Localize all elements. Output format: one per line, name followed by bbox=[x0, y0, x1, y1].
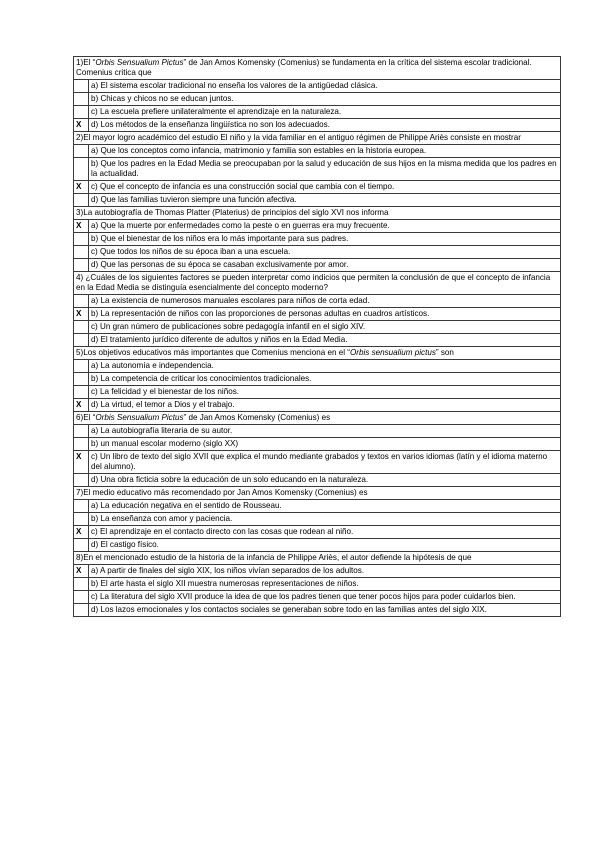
question-text-part: 8)En el mencionado estudio de la historia de la infancia de Philippe Ariès, el autor defiende la hipótesis de que bbox=[76, 553, 472, 562]
question-text-part: ” de Jan Amos Komensky (Comenius) es bbox=[183, 413, 331, 422]
option-text: d) Que las personas de su época se casaban exclusivamente por amor. bbox=[89, 259, 561, 272]
question-text-part: 1)El “ bbox=[76, 58, 96, 67]
option-row-5b bbox=[74, 373, 561, 386]
answer-mark bbox=[74, 474, 89, 487]
option-row-1a bbox=[74, 80, 561, 93]
option-text: a) La autobiografía literaria de su autor. bbox=[89, 425, 561, 438]
answer-mark bbox=[74, 106, 89, 119]
option-text: b) La enseñanza con amor y paciencia. bbox=[89, 513, 561, 526]
question-text bbox=[74, 347, 561, 360]
option-row-2c bbox=[74, 181, 561, 194]
question-text-part: ” son bbox=[435, 348, 454, 357]
option-text: d) El castigo físico. bbox=[89, 539, 561, 552]
option-row-7b bbox=[74, 513, 561, 526]
question-row-5 bbox=[74, 347, 561, 360]
question-row-2 bbox=[74, 132, 561, 145]
answer-mark bbox=[74, 158, 89, 181]
option-row-6b bbox=[74, 438, 561, 451]
option-text: b) La competencia de criticar los conocimientos tradicionales. bbox=[89, 373, 561, 386]
option-text: d) Los lazos emocionales y los contactos sociales se generaban sobre todo en las familias antes del siglo XIX. bbox=[89, 604, 561, 617]
option-row-6c bbox=[74, 451, 561, 474]
question-row-4 bbox=[74, 272, 561, 295]
option-row-4c bbox=[74, 321, 561, 334]
answer-mark bbox=[74, 386, 89, 399]
option-row-2a bbox=[74, 145, 561, 158]
option-row-8c bbox=[74, 591, 561, 604]
question-text-part: 6)El “ bbox=[76, 413, 96, 422]
answer-mark bbox=[74, 591, 89, 604]
option-row-8b bbox=[74, 578, 561, 591]
option-text: c) Que todos los niños de su época iban a una escuela. bbox=[89, 246, 561, 259]
option-row-3d bbox=[74, 259, 561, 272]
option-text: b) El arte hasta el siglo XII muestra numerosas representaciones de niños. bbox=[89, 578, 561, 591]
question-text bbox=[74, 552, 561, 565]
option-text: a) Que los conceptos como infancia, matrimonio y familia son estables en la historia europea. bbox=[89, 145, 561, 158]
option-row-1d bbox=[74, 119, 561, 132]
option-text: d) Una obra ficticia sobre la educación de un solo educando en la naturaleza. bbox=[89, 474, 561, 487]
answer-mark bbox=[74, 295, 89, 308]
answer-mark bbox=[74, 500, 89, 513]
option-text: a) A partir de finales del siglo XIX, los niños vivían separados de los adultos. bbox=[89, 565, 561, 578]
answer-mark bbox=[74, 373, 89, 386]
answer-mark bbox=[74, 80, 89, 93]
option-row-3a bbox=[74, 220, 561, 233]
option-row-3c bbox=[74, 246, 561, 259]
option-text: b) Que los padres en la Edad Media se preocupaban por la salud y educación de sus hijos en la misma medida que los padres en la actualidad. bbox=[89, 158, 561, 181]
answer-mark: X bbox=[74, 565, 89, 578]
option-row-5d bbox=[74, 399, 561, 412]
answer-mark: X bbox=[74, 181, 89, 194]
option-text: c) El aprendizaje en el contacto directo con las cosas que rodean al niño. bbox=[89, 526, 561, 539]
option-row-2d bbox=[74, 194, 561, 207]
question-title-italic: Orbis Sensualium Pictus bbox=[95, 413, 184, 422]
question-text-part: 2)El mayor logro académico del estudio El niño y la vida familiar en el antiguo régimen de Philippe Ariès consiste en mostrar bbox=[76, 133, 521, 142]
question-row-6 bbox=[74, 412, 561, 425]
question-row-8 bbox=[74, 552, 561, 565]
answer-mark bbox=[74, 334, 89, 347]
option-text: b) La representación de niños con las proporciones de personas adultas en cuadros artísticos. bbox=[89, 308, 561, 321]
option-text: a) La educación negativa en el sentido de Rousseau. bbox=[89, 500, 561, 513]
answer-mark bbox=[74, 233, 89, 246]
question-row-1 bbox=[74, 57, 561, 80]
option-text: a) La autonomía e independencia. bbox=[89, 360, 561, 373]
question-text bbox=[74, 57, 561, 80]
question-text-part: 3)La autobiografía de Thomas Platter (Platerius) de principios del siglo XVI nos informa bbox=[76, 208, 389, 217]
question-text-part: 5)Los objetivos educativos más importantes que Comenius menciona en el “ bbox=[76, 348, 350, 357]
question-text bbox=[74, 487, 561, 500]
option-row-5c bbox=[74, 386, 561, 399]
answer-mark bbox=[74, 93, 89, 106]
quiz-table bbox=[73, 56, 561, 617]
question-text-part: 4) ¿Cuáles de los siguientes factores se pueden interpretar como indicios que permiten la conclusión de que el concepto de infancia en la Edad Media se distinguía esencialmente del concepto moderno? bbox=[76, 273, 551, 292]
answer-mark bbox=[74, 604, 89, 617]
question-title-italic: Orbis sensualium pictus bbox=[349, 348, 436, 357]
answer-mark bbox=[74, 539, 89, 552]
option-row-1b bbox=[74, 93, 561, 106]
option-text: d) Que las familias tuvieron siempre una función afectiva. bbox=[89, 194, 561, 207]
answer-mark bbox=[74, 360, 89, 373]
option-row-7a bbox=[74, 500, 561, 513]
option-text: d) La virtud, el temor a Dios y el trabajo. bbox=[89, 399, 561, 412]
option-text: b) un manual escolar moderno (siglo XX) bbox=[89, 438, 561, 451]
answer-mark: X bbox=[74, 119, 89, 132]
option-text: c) La literatura del siglo XVII produce la idea de que los padres tienen que tener pocos hijos para poder cuidarlos bien. bbox=[89, 591, 561, 604]
option-row-6d bbox=[74, 474, 561, 487]
option-text: d) Los métodos de la enseñanza lingüística no son los adecuados. bbox=[89, 119, 561, 132]
answer-mark bbox=[74, 578, 89, 591]
answer-mark: X bbox=[74, 399, 89, 412]
option-text: b) Que el bienestar de los niños era lo más importante para sus padres. bbox=[89, 233, 561, 246]
answer-mark bbox=[74, 194, 89, 207]
question-text bbox=[74, 412, 561, 425]
option-row-4a bbox=[74, 295, 561, 308]
question-row-3 bbox=[74, 207, 561, 220]
option-text: c) Que el concepto de infancia es una construcción social que cambia con el tiempo. bbox=[89, 181, 561, 194]
answer-mark: X bbox=[74, 526, 89, 539]
answer-mark bbox=[74, 259, 89, 272]
option-row-6a bbox=[74, 425, 561, 438]
option-text: c) Un libro de texto del siglo XVII que explica el mundo mediante grabados y textos en varios idiomas (latín y el idioma materno del alumno). bbox=[89, 451, 561, 474]
answer-mark bbox=[74, 246, 89, 259]
question-text bbox=[74, 207, 561, 220]
answer-mark: X bbox=[74, 220, 89, 233]
option-text: c) Un gran número de publicaciones sobre pedagogía infantil en el siglo XIV. bbox=[89, 321, 561, 334]
option-row-1c bbox=[74, 106, 561, 119]
question-text bbox=[74, 272, 561, 295]
answer-mark bbox=[74, 513, 89, 526]
question-text bbox=[74, 132, 561, 145]
question-title-italic: Orbis Sensualium Pictus bbox=[95, 58, 184, 67]
option-row-2b bbox=[74, 158, 561, 181]
question-row-7 bbox=[74, 487, 561, 500]
option-row-7d bbox=[74, 539, 561, 552]
option-row-4b bbox=[74, 308, 561, 321]
answer-mark: X bbox=[74, 308, 89, 321]
option-text: a) El sistema escolar tradicional no enseña los valores de la antigüedad clásica. bbox=[89, 80, 561, 93]
option-row-4d bbox=[74, 334, 561, 347]
option-text: a) La existencia de numerosos manuales escolares para niños de corta edad. bbox=[89, 295, 561, 308]
question-text-part: 7)El medio educativo más recomendado por Jan Amos Komensky (Comenius) es bbox=[76, 488, 368, 497]
answer-mark bbox=[74, 425, 89, 438]
answer-mark: X bbox=[74, 451, 89, 474]
option-text: b) Chicas y chicos no se educan juntos. bbox=[89, 93, 561, 106]
answer-mark bbox=[74, 438, 89, 451]
option-row-5a bbox=[74, 360, 561, 373]
option-row-8d bbox=[74, 604, 561, 617]
option-row-7c bbox=[74, 526, 561, 539]
answer-mark bbox=[74, 321, 89, 334]
option-row-8a bbox=[74, 565, 561, 578]
quiz-body bbox=[74, 57, 561, 617]
option-text: d) El tratamiento jurídico diferente de adultos y niños en la Edad Media. bbox=[89, 334, 561, 347]
answer-mark bbox=[74, 145, 89, 158]
question-text-part: ” de Jan Amos Komensky (Comenius) se fundamenta en la crítica del sistema escolar tradicional. Comenius critica que bbox=[76, 58, 532, 77]
option-row-3b bbox=[74, 233, 561, 246]
option-text: c) La escuela prefiere unilateralmente el aprendizaje en la naturaleza. bbox=[89, 106, 561, 119]
option-text: a) Que la muerte por enfermedades como la peste o en guerras era muy frecuente. bbox=[89, 220, 561, 233]
option-text: c) La felicidad y el bienestar de los niños. bbox=[89, 386, 561, 399]
